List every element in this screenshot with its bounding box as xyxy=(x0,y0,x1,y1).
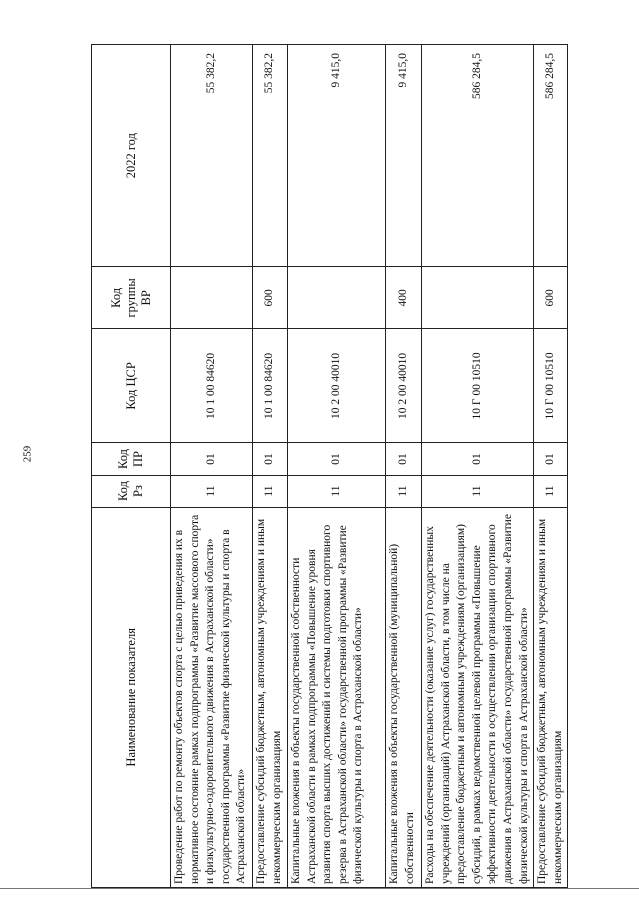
table-row xyxy=(288,45,386,888)
row-year: 55 382,2 xyxy=(253,45,288,267)
table-row xyxy=(171,45,253,888)
row-pr: 01 xyxy=(171,443,253,475)
row-name: Капитальные вложения в объекты государственной собственности Астраханской области в рамках подпрограммы «Повышение уровня развития спорта высших достижений и системы подготовки спортивного резерва в Астраханской области» государственной программы «Развитие физической культуры и спорта в Астраханской области» xyxy=(288,507,386,887)
row-vr xyxy=(288,267,386,329)
row-name: Расходы на обеспечение деятельности (оказание услуг) государственных учреждений (организаций) Астраханской области, в том числе на предоставление бюджетным и автономным учреждениям (организациям) субсидий, в рамках ведомственной целевой программы «Повышение эффективности деятельности в осуществлении организации спортивного движения в Астраханской области» государственной программы «Развитие физической культуры и спорта в Астраханской области» xyxy=(422,507,534,887)
row-csr: 10 Г 00 10510 xyxy=(422,329,534,443)
row-vr: 600 xyxy=(534,267,568,329)
page-number: 259 xyxy=(21,445,34,463)
header-pr: Код ПР xyxy=(92,443,171,475)
row-pr: 01 xyxy=(386,443,422,475)
row-rz: 11 xyxy=(171,475,253,507)
row-vr xyxy=(422,267,534,329)
row-vr: 400 xyxy=(386,267,422,329)
row-vr: 600 xyxy=(253,267,288,329)
row-pr: 01 xyxy=(422,443,534,475)
row-year: 586 284,5 xyxy=(534,45,568,267)
row-pr: 01 xyxy=(288,443,386,475)
table-row xyxy=(386,45,422,888)
row-pr: 01 xyxy=(253,443,288,475)
table-row xyxy=(534,45,568,888)
table-row xyxy=(253,45,288,888)
table-header-row xyxy=(92,45,171,888)
row-name: Проведение работ по ремонту объектов спорта с целью приведения их в нормативное состояние рамках подпрограммы «Развитие массового спорта и физкультурно-оздоровительного движения в Астраханской области» государственной программы «Развитие физической культуры и спорта в Астраханской области» xyxy=(171,507,253,887)
header-vr: Код группы ВР xyxy=(92,267,171,329)
table-row xyxy=(422,45,534,888)
row-year: 9 415,0 xyxy=(288,45,386,267)
row-rz: 11 xyxy=(253,475,288,507)
row-pr: 01 xyxy=(534,443,568,475)
row-vr xyxy=(171,267,253,329)
row-name: Предоставление субсидий бюджетным, автономным учреждениям и иным некоммерческим организациям xyxy=(253,507,288,887)
row-year: 586 284,5 xyxy=(422,45,534,267)
header-csr: Код ЦСР xyxy=(92,329,171,443)
row-year: 9 415,0 xyxy=(386,45,422,267)
header-name: Наименование показателя xyxy=(92,507,171,887)
rotated-table-wrapper xyxy=(91,44,564,888)
page-bottom-rule xyxy=(0,888,639,889)
header-rz: Код Рз xyxy=(92,475,171,507)
row-csr: 10 2 00 40010 xyxy=(288,329,386,443)
row-rz: 11 xyxy=(534,475,568,507)
row-csr: 10 1 00 84620 xyxy=(171,329,253,443)
row-name: Капитальные вложения в объекты государственной (муниципальной) собственности xyxy=(386,507,422,887)
row-csr: 10 Г 00 10510 xyxy=(534,329,568,443)
row-name: Предоставление субсидий бюджетным, автономным учреждениям и иным некоммерческим организациям xyxy=(534,507,568,887)
row-rz: 11 xyxy=(288,475,386,507)
row-year: 55 382,2 xyxy=(171,45,253,267)
header-year: 2022 год xyxy=(92,45,171,267)
budget-table xyxy=(91,44,568,888)
row-rz: 11 xyxy=(422,475,534,507)
row-csr: 10 1 00 84620 xyxy=(253,329,288,443)
row-rz: 11 xyxy=(386,475,422,507)
row-csr: 10 2 00 40010 xyxy=(386,329,422,443)
